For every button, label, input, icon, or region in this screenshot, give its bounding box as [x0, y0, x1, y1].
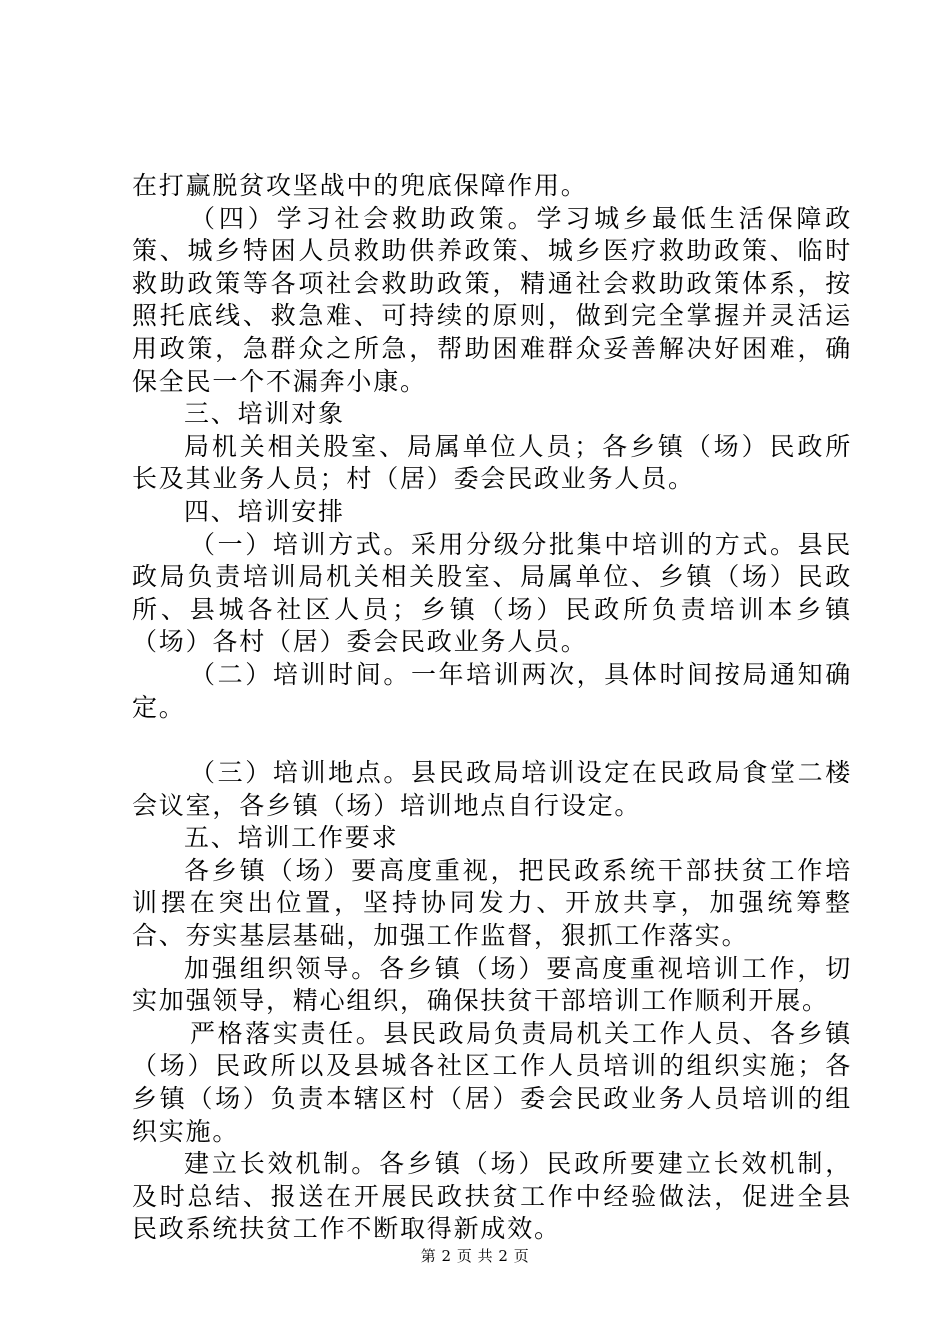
paragraph-organization-leadership: 加强组织领导。各乡镇（场）要高度重视培训工作，切实加强领导，精心组织，确保扶贫干部培训工作顺利开展。 [132, 953, 852, 1016]
paragraph-social-assistance-policy: （四）学习社会救助政策。学习城乡最低生活保障政策、城乡特困人员救助供养政策、城乡医疗救助政策、临时救助政策等各项社会救助政策，精通社会救助政策体系，按照托底线、救急难、可持续的原则，做到完全掌握并灵活运用政策，急群众之所急，帮助困难群众妥善解决好困难，确保全民一个不漏奔小康。 [132, 203, 852, 396]
page-number-footer: 第 2 页 共 2 页 [420, 1247, 530, 1265]
paragraph-long-term-mechanism: 建立长效机制。各乡镇（场）民政所要建立长效机制，及时总结、报送在开展民政扶贫工作中经验做法，促进全县民政系统扶贫工作不断取得新成效。 [132, 1149, 852, 1244]
paragraph-training-time: （二）培训时间。一年培训两次，具体时间按局通知确定。 [132, 659, 852, 722]
document-body [132, 170, 852, 1246]
paragraph-responsibility: 严格落实责任。县民政局负责局机关工作人员、各乡镇（场）民政所以及县城各社区工作人员培训的组织实施；各乡镇（场）负责本辖区村（居）委会民政业务人员培训的组织实施。 [132, 1018, 852, 1146]
paragraph-training-targets: 局机关相关股室、局属单位人员；各乡镇（场）民政所长及其业务人员；村（居）委会民政业务人员。 [132, 431, 852, 494]
section-heading-training-arrangement: 四、培训安排 [184, 496, 345, 526]
paragraph-continuation: 在打赢脱贫攻坚战中的兜底保障作用。 [132, 171, 588, 200]
section-heading-training-targets: 三、培训对象 [184, 399, 345, 429]
paragraph-requirements-overview: 各乡镇（场）要高度重视，把民政系统干部扶贫工作培训摆在突出位置，坚持协同发力、开放共享，加强统筹整合、夯实基层基础，加强工作监督，狠抓工作落实。 [132, 855, 852, 951]
paragraph-training-location: （三）培训地点。县民政局培训设定在民政局食堂二楼会议室，各乡镇（场）培训地点自行设定。 [132, 758, 852, 820]
paragraph-training-method: （一）培训方式。采用分级分批集中培训的方式。县民政局负责培训局机关相关股室、局属单位、乡镇（场）民政所、县城各社区人员；乡镇（场）民政所负责培训本乡镇（场）各村（居）委会民政业务人员。 [132, 529, 852, 657]
section-heading-work-requirements: 五、培训工作要求 [184, 823, 399, 853]
